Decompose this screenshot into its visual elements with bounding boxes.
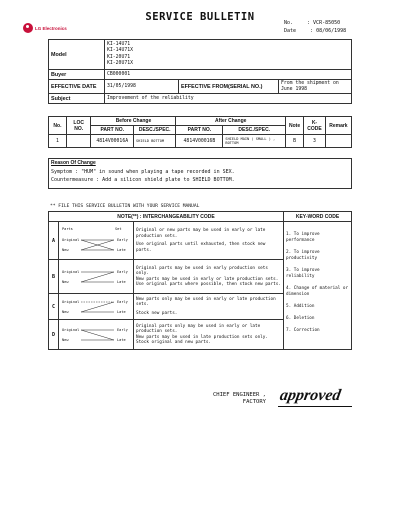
bulletin-number <box>284 20 340 26</box>
lg-logo-icon <box>23 23 33 33</box>
chief-engineer-label: CHIEF ENGINEER , <box>213 392 266 398</box>
desc-d <box>134 320 284 350</box>
keyword-item: 1. To improve performance <box>286 232 320 243</box>
row-loc <box>66 135 91 148</box>
subject-value: Improvement of the reliability <box>105 94 352 104</box>
no-label: No. <box>284 20 294 26</box>
row-kcode: 3 <box>304 135 326 148</box>
row-no: 1 <box>49 135 67 148</box>
effective-from-label: EFFECTIVE FROM(SERIAL NO.) <box>179 80 279 94</box>
note-header: NOTE(**) : INTERCHANGEABILITY CODE <box>49 212 284 222</box>
col-before-change: Before Change <box>91 117 176 126</box>
code-label: A <box>49 222 59 260</box>
code-label: C <box>49 294 59 320</box>
col-loc: LOC NO. <box>66 117 91 135</box>
diag-early-label: Early <box>117 327 128 332</box>
row-before-part: 4814V00016A <box>91 135 133 148</box>
interchangeability-table <box>48 211 352 350</box>
desc-line: Original parts may be used in early production sets only. <box>136 265 268 276</box>
legend-row-a <box>49 222 352 260</box>
col-note: Note <box>286 117 304 135</box>
model-item: KI-20U71X <box>107 61 133 66</box>
col-no: No. <box>49 117 67 135</box>
row-note: B <box>286 135 304 148</box>
diag-parts-label: Parts <box>62 226 73 231</box>
model-item: KI-14U71X <box>107 48 133 53</box>
keyword-item: 2. To improve productivity <box>286 250 320 261</box>
table-row <box>49 135 352 148</box>
keyword-header: KEY-WORD CODE <box>284 212 352 222</box>
keyword-item: 3. To improve reliability <box>286 268 320 279</box>
diag-early-label: Early <box>117 299 128 304</box>
row-before-desc: SHIELD BOTTOM <box>133 135 175 148</box>
desc-c <box>134 294 284 320</box>
factory-label: FACTORY <box>242 399 266 405</box>
desc-line: Original parts only may be used in early or late production sets. <box>136 323 261 334</box>
page-title: SERVICE BULLETIN <box>145 11 255 23</box>
diag-late-label: Late <box>117 247 126 252</box>
desc-a <box>134 222 284 260</box>
desc-b <box>134 260 284 294</box>
desc-line: Use original parts where possible, then stock new parts. <box>136 282 281 287</box>
keyword-list <box>284 222 352 350</box>
model-item: KI-20U71 <box>107 54 131 60</box>
file-note: ** FILE THIS SERVICE BULLETIN WITH YOUR SERVICE MANUAL <box>50 204 200 209</box>
desc-line: Stock original and new parts. <box>136 340 212 345</box>
model-label: Model <box>49 40 105 70</box>
col-before-desc: DESC./SPEC. <box>133 126 175 135</box>
countermeasure-text: Countermeasure : Add a silicon shield plate to SHIELD BOTTOM. <box>51 177 235 183</box>
parts-change-table <box>48 116 352 148</box>
keyword-item: 4. Change of material or dimension <box>286 286 349 297</box>
col-after-change: After Change <box>176 117 286 126</box>
diagram-b <box>59 260 134 294</box>
diag-original-label: Original <box>62 327 80 332</box>
diag-new-label: New <box>62 247 69 252</box>
code-label: D <box>49 320 59 350</box>
code-label: B <box>49 260 59 294</box>
buyer-value: CB000001 <box>105 70 352 80</box>
subject-label: Subject <box>49 94 105 104</box>
interchange-arrows-icon <box>59 295 133 319</box>
diag-new-label: New <box>62 279 69 284</box>
desc-line: New parts may be used in late production sets only. <box>136 334 268 340</box>
signature-block <box>213 392 266 406</box>
keyword-item: 7. Correction <box>286 328 320 333</box>
model-list <box>105 40 352 70</box>
desc-line: Use original parts until exhausted, then stock new parts. <box>136 242 266 253</box>
keyword-item: 6. Deletion <box>286 316 315 321</box>
interchange-arrows-icon <box>59 262 133 292</box>
keyword-item: 5. Addition <box>286 304 315 309</box>
effective-date-value: 31/05/1998 <box>105 80 179 94</box>
col-after-desc: DESC./SPEC. <box>223 126 286 135</box>
date-label: Date <box>284 28 297 34</box>
desc-line: Original or new parts may be used in early or late production sets. <box>136 228 266 239</box>
desc-line: Stock new parts. <box>136 310 178 316</box>
diag-late-label: Late <box>117 309 126 314</box>
diag-new-label: New <box>62 309 69 314</box>
row-after-part: 4814V00016B <box>176 135 223 148</box>
diag-set-label: Set <box>115 226 122 231</box>
reason-box <box>48 158 352 189</box>
diag-original-label: Original <box>62 237 80 242</box>
effective-date-label: EFFECTIVE DATE <box>49 80 105 94</box>
interchange-arrows-icon <box>59 321 133 349</box>
approved-signature: approved <box>278 387 343 404</box>
symptom-text: Symptom : "HUM" in sound when playing a tape recorded in SEX. <box>51 169 235 175</box>
signature-underline <box>278 406 352 407</box>
col-remark: Remark <box>325 117 351 135</box>
buyer-label: Buyer <box>49 70 105 80</box>
col-before-part-no: PART NO. <box>91 126 133 135</box>
no-value: : VCR-85050 <box>307 20 341 26</box>
col-kcode: K-CODE <box>304 117 326 135</box>
logo-text: LG Electronics <box>35 25 67 31</box>
diag-late-label: Late <box>117 279 126 284</box>
row-after-desc: SHIELD MAIN ( SMALL ) , BOTTOM <box>223 135 286 148</box>
diag-original-label: Original <box>62 269 80 274</box>
effective-from-value: From the shipment on June 1998 <box>279 80 352 94</box>
model-item: KI-14U71 <box>107 41 131 47</box>
row-remark <box>325 135 351 148</box>
desc-line: New parts only may be used in early or late production sets. <box>136 296 276 308</box>
bulletin-date <box>284 28 346 34</box>
info-table <box>48 39 352 104</box>
col-after-part-no: PART NO. <box>176 126 223 135</box>
diag-new-label: New <box>62 337 69 342</box>
diag-early-label: Early <box>117 237 128 242</box>
date-value: : 08/06/1998 <box>310 28 347 34</box>
diagram-a <box>59 222 134 260</box>
diagram-c <box>59 294 134 320</box>
diag-early-label: Early <box>117 269 128 274</box>
company-logo <box>23 23 67 33</box>
reason-title: Reason Of Change <box>51 160 96 166</box>
diag-original-label: Original <box>62 299 80 304</box>
desc-line: New parts may be used in early or late production sets. <box>136 276 279 282</box>
diagram-d <box>59 320 134 350</box>
interchange-arrows-icon <box>59 226 133 256</box>
diag-late-label: Late <box>117 337 126 342</box>
